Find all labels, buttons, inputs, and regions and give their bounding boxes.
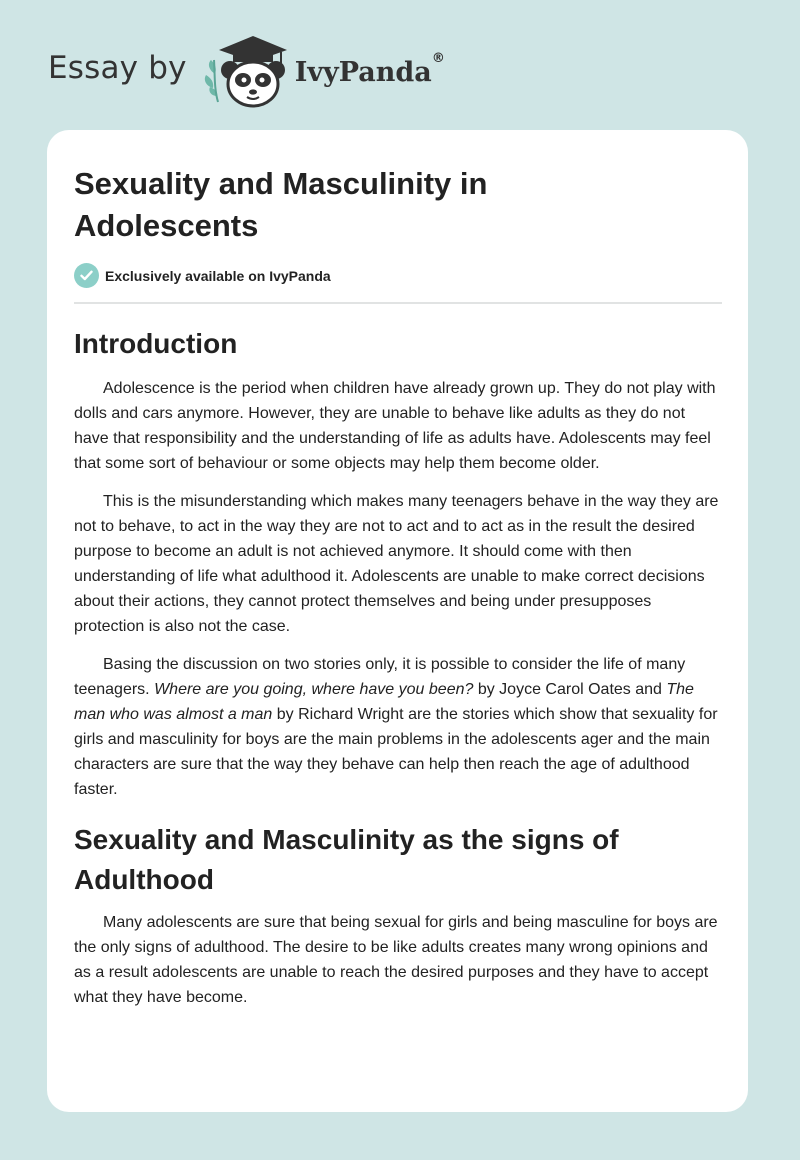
check-circle-icon [74, 263, 99, 288]
divider [74, 302, 722, 304]
paragraph-text: by Joyce Carol Oates and [473, 681, 667, 698]
paragraph-text: by Richard Wright are the stories which show that sexuality for girls and masculinity for boys are the main problems in the adolescents ager and the main characters are sure that the way they behave can help then reach the age of adulthood faster. [74, 706, 718, 798]
page-title: Sexuality and Masculinity in Adolescents [74, 166, 488, 243]
site-header [48, 30, 445, 110]
story-title: The man who was almost a man [74, 681, 694, 723]
essay-card [47, 130, 748, 1112]
paragraph [74, 652, 722, 802]
paragraph: Adolescence is the period when children have already grown up. They do not play with dolls and cars anymore. However, they are unable to behave like adults as they do not have that responsibility and the understanding of life as adults have. Adolescents may feel that some sort of behaviour or some objects may help them become older. [74, 380, 716, 472]
section-heading: Sexuality and Masculinity as the signs of Adulthood [74, 824, 619, 895]
exclusive-notice [74, 263, 331, 288]
brand-prefix: Essay by [48, 50, 187, 86]
story-title: Where are you going, where have you been? [154, 681, 474, 698]
paragraph: Many adolescents are sure that being sexual for girls and being masculine for boys are the only signs of adulthood. The desire to be like adults creates many wrong opinions and as a result adolescents are unable to reach the desired purposes and they have to accept what they have become. [74, 914, 718, 1006]
essay-body [74, 324, 722, 1023]
panda-graduation-cap-icon[interactable] [201, 30, 293, 110]
paragraph: This is the misunderstanding which makes many teenagers behave in the way they are not to behave, to act in the way they are not to act and to act as in the result the desired purpose to become an adult is not achieved anymore. It should come with then understanding of life what adulthood it. Adolescents are unable to make correct decisions about their actions, they cannot protect themselves and being under presupposes protection is also not the case. [74, 493, 719, 635]
brand-name[interactable]: IvyPanda® [294, 50, 445, 88]
section-heading: Introduction [74, 328, 238, 359]
registered-mark: ® [431, 50, 445, 66]
paragraph-text: Basing the discussion on two stories only, it is possible to consider the life of many teenagers. [74, 656, 686, 698]
exclusive-label: Exclusively available on IvyPanda [105, 267, 331, 284]
